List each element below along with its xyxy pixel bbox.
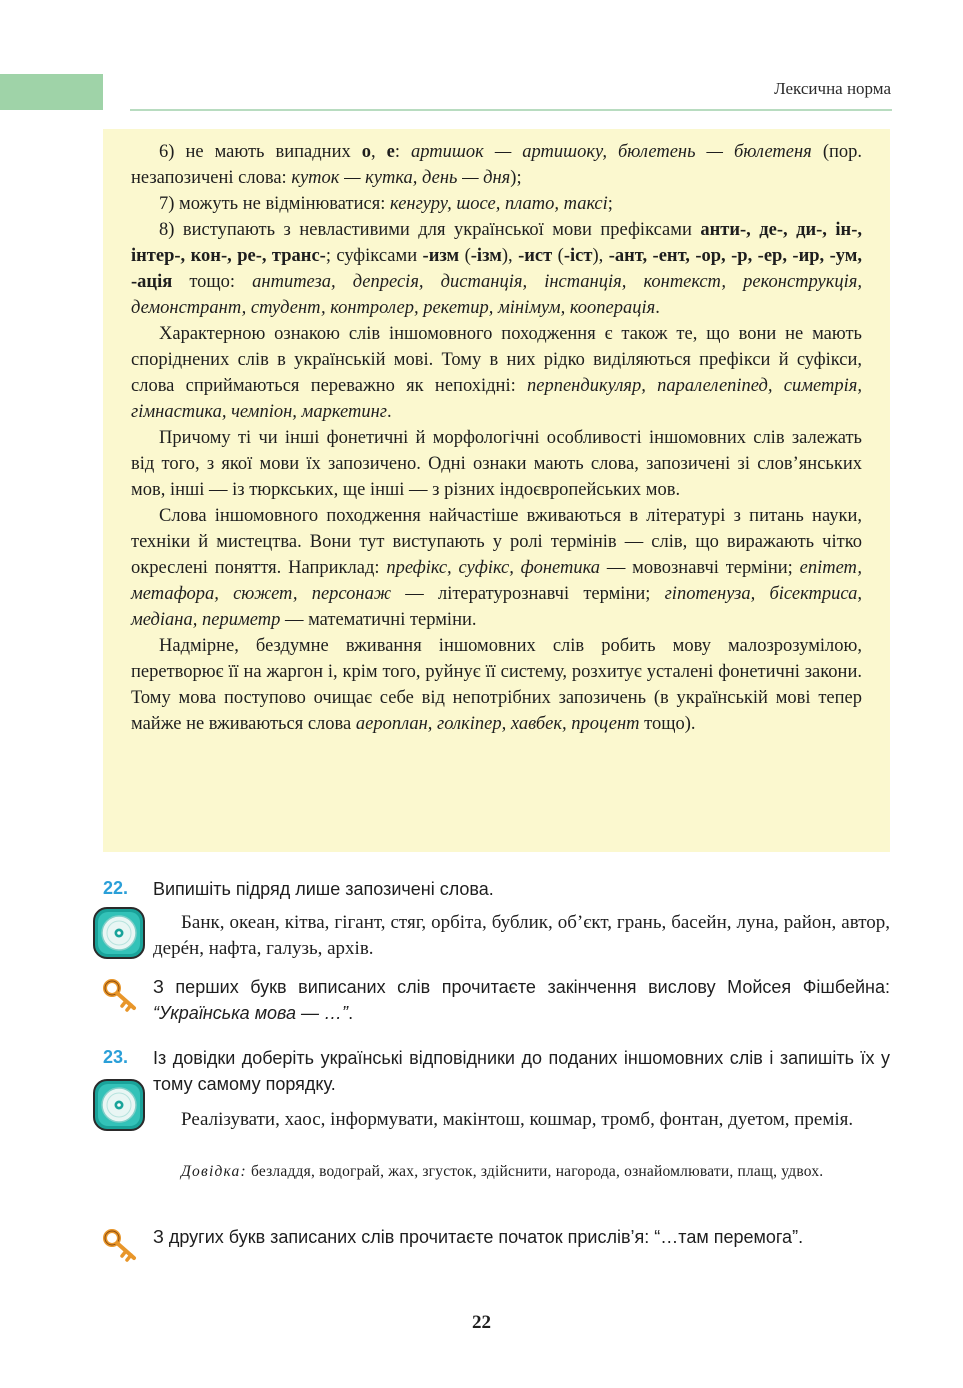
- reference-label: Довідка:: [181, 1163, 247, 1180]
- exercise-23-task: Із довідки доберіть українські відповідники до поданих іншомовних слів і запишіть їх у тому самому порядку.: [153, 1048, 890, 1094]
- exercise-23-reference: Довідка: безладдя, водограй, жах, згусток, здійснити, нагорода, ознайомлювати, плащ, удвох.: [181, 1163, 824, 1180]
- chapter-tab: [0, 74, 103, 110]
- key-icon: [102, 978, 140, 1014]
- theory-paragraph-8: 8) виступають з невластивими для української мови префіксами анти-, де-, ди-, ін-, інтер-, кон-, ре-, транс-; суфіксами -изм (-ізм), -ист (-іст), -ант, -ент, -ор, -р, -ер, -ир, -ум, -ація тощо: антитеза, депресія, дистанція, інстанція, контекст, реконструкція, демонстрант, студент, контролер, рекетир, мінімум, кооперація.: [131, 220, 862, 318]
- exercise-22-task: Випишіть підряд лише запозичені слова.: [153, 879, 494, 899]
- page-number: 22: [472, 1312, 491, 1333]
- exercise-22-key-hint: З перших букв виписаних слів прочитаєте закінчення вислову Мойсея Фішбейна: “Українська мова — …”.: [153, 977, 890, 1023]
- theory-paragraph-overuse: Надмірне, бездумне вживання іншомовних слів робить мову малозрозумілою, перетворює її на жаргон і, крім того, руйнує її систему, розхитує усталені фонетичні закони. Тому мова поступово очищає себе від непотрібних запозичень (в українській мові тепер майже не вживаються слова аероплан, голкіпер, хавбек, процент тощо).: [131, 636, 862, 734]
- theory-paragraph-features: Характерною ознакою слів іншомовного походження є також те, що вони не мають споріднених слів в українській мові. Тому в них рідко виділяються префікси й суфікси, слова сприймаються переважно як непохідні: перпендикуляр, паралелепіпед, симетрія, гімнастика, чемпіон, маркетинг.: [131, 324, 862, 422]
- running-title: Лексична норма: [774, 79, 891, 98]
- header-rule: [130, 109, 892, 111]
- exercise-23-number: 23.: [103, 1047, 129, 1067]
- cd-disc-icon: [92, 906, 146, 960]
- theory-paragraph-7: 7) можуть не відмінюватися: кенгуру, шосе, плато, таксі;: [159, 194, 613, 214]
- cd-disc-icon: [92, 1078, 146, 1132]
- exercise-23-key-hint: З других букв записаних слів прочитаєте початок прислів’я: “…там перемога”.: [153, 1227, 804, 1247]
- exercise-22-number: 22.: [103, 878, 129, 898]
- theory-box: [103, 129, 890, 852]
- exercise-23-words: Реалізувати, хаос, інформувати, макінтош, кошмар, тромб, фонтан, дуетом, премія.: [181, 1109, 854, 1130]
- theory-paragraph-6: 6) не мають випадних о, е: артишок — артишоку, бюлетень — бюлетеня (пор. незапозичені слова: куток — кутка, день — дня);: [131, 142, 862, 188]
- key-icon: [102, 1228, 140, 1264]
- exercise-22-words: Банк, океан, кітва, гігант, стяг, орбіта, бублик, об’єкт, грань, басейн, луна, район, автор, дерéн, нафта, галузь, архів.: [153, 912, 890, 959]
- theory-paragraph-origin: Причому ті чи інші фонетичні й морфологічні особливості іншомовних слів залежать від того, з якої мови їх запозичено. Одні ознаки мають слова, запозичені зі слов’янських мов, інші — із тюркських, ще інші — з різних індоєвропейських мов.: [131, 428, 862, 500]
- theory-paragraph-terms: Слова іншомовного походження найчастіше вживаються в літературі з питань науки, техніки й мистецтва. Вони тут виступають у ролі термінів — слів, що виражають чітко окреслені поняття. Наприклад: префікс, суфікс, фонетика — мовознавчі терміни; епітет, метафора, сюжет, персонаж — літературознавчі терміни; гіпотенуза, бісектриса, медіана, периметр — математичні терміни.: [131, 506, 862, 630]
